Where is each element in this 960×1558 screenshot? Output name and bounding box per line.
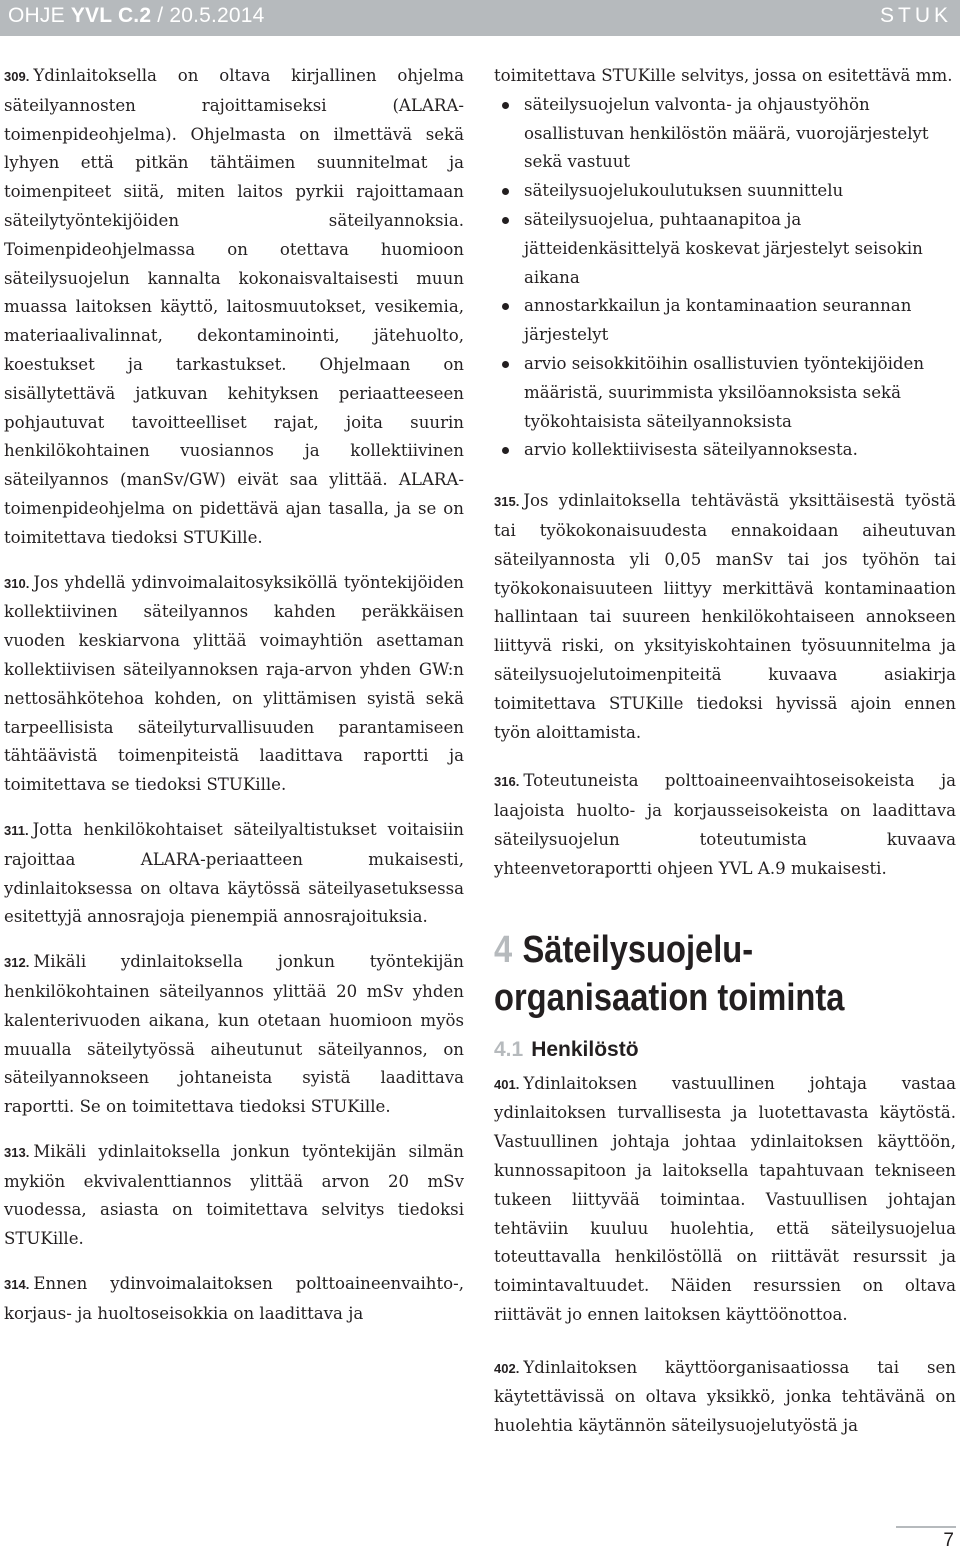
paragraph-309: 309. Ydinlaitoksella on oltava kirjallinen ohjelma säteilyannosten rajoittamiseksi (ALARA-toimenpideohjelma). Ohjelmasta on ilmettävä sekä lyhyen että pitkän tähtäimen suunnitelmat ja toimenpiteet siitä, miten laitos pyrkii rajoittamaan säteilytyöntekijöiden säteilyannoksia. Toimenpideohjelmassa on otettava huomioon säteilysuojelun kannalta kokonaisvaltaisesti muun muassa laitoksen käyttö, laitosmuutokset, vesikemia, materiaalivalinnat, dekontaminointi, jätehuolto, koestukset ja tarkastukset. Ohjelmaan on sisällytettävä jatkuvan kehityksen periaatteeseen pohjautuvat tavoitteelliset rajat, joita suurin henkilökohtainen vuosiannos ja kollektiivinen säteilyannos (manSv/GW) eivät saa ylittää. ALARA-toimenpideohjelma on pidettävä ajan tasalla, ja se on toimitettava tiedoksi STUKille. [4,66,464,547]
paragraph-313: 313. Mikäli ydinlaitoksella jonkun työntekijän silmän mykiön ekvivalenttiannos ylittää arvon 20 mSv vuodessa, asiasta on toimitettava selvitys tiedoksi STUKille. [4,1141,464,1249]
chapter-heading: 4 Säteilysuojelu- organisaation toiminta [494,928,845,1019]
paragraph-316: 316. Toteutuneista polttoaineenvaihtoseisokeista ja laajoista huolto- ja korjausseisokeista on laadittava säteilysuojelun toteutumista kuvaava yhteenvetoraportti ohjeen YVL A.9 mukaisesti. [494,771,956,878]
paragraph-314: 314. Ennen ydinvoimalaitoksen polttoaineenvaihto-, korjaus- ja huoltoseisokkia on laadittava ja [4,1274,464,1323]
right-column [494,62,956,1441]
left-column [4,62,464,1329]
paragraph-315: 315. Jos ydinlaitoksella tehtävästä yksittäisestä työstä tai työkokonaisuudesta ennakoidaan aiheutuvan säteilyannosta yli 0,05 manSv tai jos työhön tai työkokonaisuuteen liittyy merkittävä kontaminaation hallintaan tai suureen henkilökohtaiseen annokseen liittyvä riski, on yksityiskohtainen työsuunnitelma ja säteilysuojelutoimenpiteitä kuvaava asiakirja toimitettava STUKille tiedoksi hyvissä ajoin ennen työn aloittamista. [494,491,956,742]
paragraph-401: 401. Ydinlaitoksen vastuullinen johtaja vastaa ydinlaitoksen turvallisesta ja luotettavasta käytöstä. Vastuullinen johtaja johtaa ydinlaitoksen käyttöön, kunnossapitoon ja laitoksella tapahtuvaan tekniseen tukeen liittyvää toimintaa. Vastuullisen johtajan tehtäviin kuuluu huolehtia, että säteilysuojelua toteuttavalla henkilöstöllä on riittävät resurssit ja toimintavaltuudet. Näiden resurssien on oltava riittävät jo ennen laitoksen käyttöönottoa. [494,1073,956,1324]
publisher-name: STUK [879,4,952,27]
list-item: säteilysuojelun valvonta- ja ohjaustyöhön osallistuvan henkilöstön määrä, vuorojärjestelyt sekä vastuut [494,91,956,177]
page-header [0,0,960,36]
list-item: arvio kollektiivisesta säteilyannoksesta. [494,436,956,465]
list-item: säteilysuojelua, puhtaanapitoa ja jätteidenkäsittelyä koskevat järjestelyt seisokin aikana [494,206,956,292]
list-item: säteilysuojelukoulutuksen suunnittelu [494,177,956,206]
paragraph-402: 402. Ydinlaitoksen käyttöorganisaatiossa tai sen käytettävissä on oltava yksikkö, jonka tehtävänä on huolehtia käytännön säteilysuojelutyöstä ja [494,1357,956,1436]
section-heading: 4.1 Henkilöstö [494,1037,639,1061]
page-number: 7 [943,1530,954,1551]
list-item: arvio seisokkitöihin osallistuvien työntekijöiden määristä, suurimmista yksilöannoksista sekä työkohtaisista säteilyannoksista [494,350,956,436]
list-item: annostarkkailun ja kontaminaation seurannan järjestelyt [494,292,956,350]
footer-rule [896,1526,956,1528]
bullet-list [494,91,956,465]
paragraph-310: 310. Jos yhdellä ydinvoimalaitosyksiköllä työntekijöiden kollektiivinen säteilyannos kahden peräkkäisen vuoden keskiarvona ylittää voimayhtiön asettaman kollektiivisen säteilyannoksen raja-arvon yhden GW:n nettosähkötehoa kohden, on ylittämisen syistä sekä tarpeellisista säteilyturvallisuuden parantamiseen tähtäävistä toimenpiteistä laadittava raportti ja toimitettava se tiedoksi STUKille. [4,572,464,795]
paragraph-314-continued: toimitettava STUKille selvitys, jossa on esitettävä mm. [494,66,953,85]
paragraph-312: 312. Mikäli ydinlaitoksella jonkun työntekijän henkilökohtainen säteilyannos ylittää 20 mSv yhden kalenterivuoden aikana, kun otetaan huomioon myös muualla säteilytyössä aiheutunut säteilyannos, on säteilyannokseen johtaneista syistä laadittava raportti. Se on toimitettava tiedoksi STUKille. [4,952,464,1117]
paragraph-311: 311. Jotta henkilökohtaiset säteilyaltistukset voitaisiin rajoittaa ALARA-periaatteen mukaisesti, ydinlaitoksessa on oltava käytössä säteilyasetuksessa esitettyjä annosrajoja pienempiä annosrajoituksia. [4,819,464,927]
guide-identifier: OHJE YVL C.2 / 20.5.2014 [8,4,265,27]
